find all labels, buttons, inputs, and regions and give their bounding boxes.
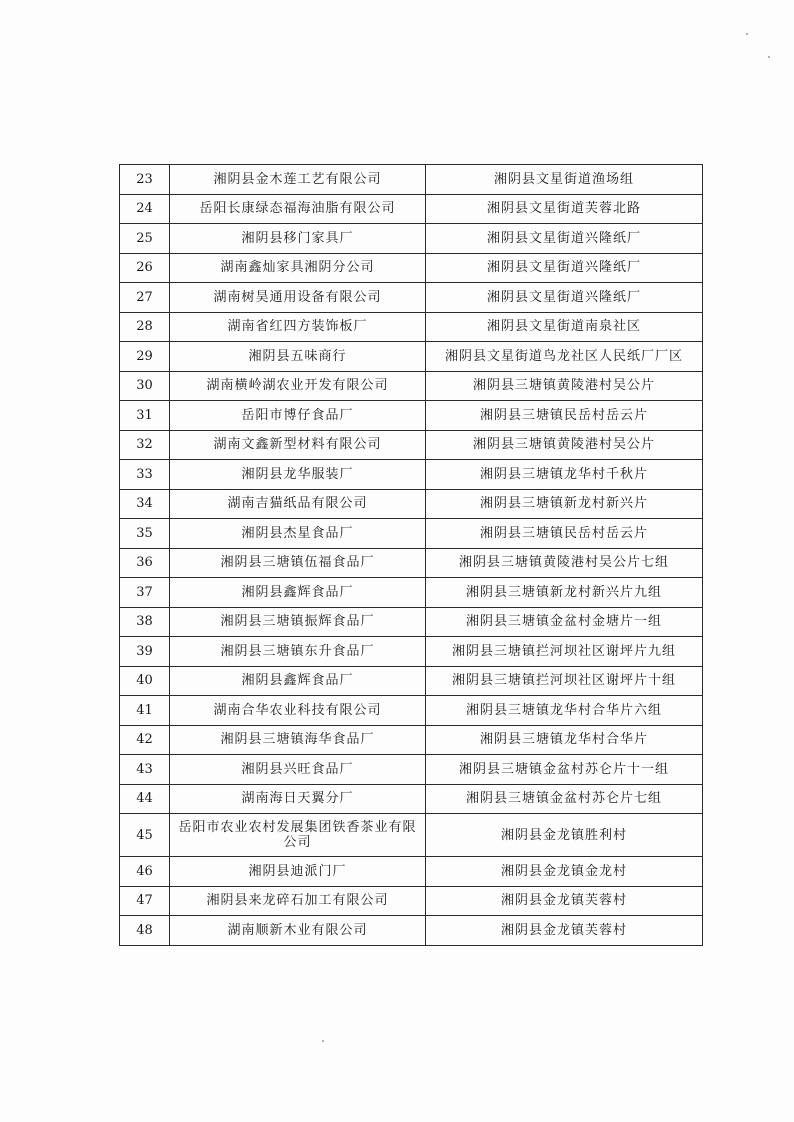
table-row: [120, 283, 703, 313]
company-name-cell: 湘阴县鑫辉食品厂: [170, 666, 426, 696]
address-cell: 湘阴县文星街道芙蓉北路: [426, 194, 703, 224]
row-number-cell: 34: [120, 489, 170, 519]
company-name-cell: 湘阴县五味商行: [170, 342, 426, 372]
address-cell: 湘阴县文星街道兴隆纸厂: [426, 283, 703, 313]
company-name-cell: 湖南顺新木业有限公司: [170, 916, 426, 946]
table-row: [120, 371, 703, 401]
row-number-cell: 43: [120, 755, 170, 785]
table-body: [120, 165, 703, 946]
row-number-cell: 27: [120, 283, 170, 313]
row-number-cell: 31: [120, 401, 170, 431]
address-cell: 湘阴县文星街道兴隆纸厂: [426, 224, 703, 254]
table-row: [120, 886, 703, 916]
table-row: [120, 253, 703, 283]
company-name-cell: 岳阳市农业农村发展集团铁香茶业有限公司: [170, 814, 426, 857]
table-row: [120, 857, 703, 887]
company-name-cell: 湘阴县移门家具厂: [170, 224, 426, 254]
company-name-cell: 湖南树昊通用设备有限公司: [170, 283, 426, 313]
address-cell: 湘阴县三塘镇金盆村金塘片一组: [426, 607, 703, 637]
row-number-cell: 44: [120, 784, 170, 814]
row-number-cell: 39: [120, 637, 170, 667]
row-number-cell: 28: [120, 312, 170, 342]
address-cell: 湘阴县文星街道兴隆纸厂: [426, 253, 703, 283]
row-number-cell: 32: [120, 430, 170, 460]
scan-speck: [322, 1040, 324, 1042]
row-number-cell: 41: [120, 696, 170, 726]
address-cell: 湘阴县三塘镇金盆村苏仑片十一组: [426, 755, 703, 785]
table-row: [120, 784, 703, 814]
row-number-cell: 30: [120, 371, 170, 401]
address-cell: 湘阴县三塘镇黄陵港村吴公片七组: [426, 548, 703, 578]
row-number-cell: 47: [120, 886, 170, 916]
company-name-cell: 湖南合华农业科技有限公司: [170, 696, 426, 726]
table-row: [120, 312, 703, 342]
scan-speck: [746, 33, 748, 35]
address-cell: 湘阴县三塘镇黄陵港村吴公片: [426, 371, 703, 401]
address-cell: 湘阴县三塘镇新龙村新兴片: [426, 489, 703, 519]
address-cell: 湘阴县三塘镇龙华村千秋片: [426, 460, 703, 490]
address-cell: 湘阴县文星街道南泉社区: [426, 312, 703, 342]
row-number-cell: 48: [120, 916, 170, 946]
address-cell: 湘阴县三塘镇民岳村岳云片: [426, 519, 703, 549]
table-row: [120, 224, 703, 254]
table-row: [120, 916, 703, 946]
company-name-cell: 湘阴县兴旺食品厂: [170, 755, 426, 785]
company-name-cell: 湖南文鑫新型材料有限公司: [170, 430, 426, 460]
table-row: [120, 666, 703, 696]
company-name-cell: 湖南省红四方装饰板厂: [170, 312, 426, 342]
row-number-cell: 33: [120, 460, 170, 490]
address-cell: 湘阴县三塘镇龙华村合华片六组: [426, 696, 703, 726]
row-number-cell: 26: [120, 253, 170, 283]
table-row: [120, 637, 703, 667]
company-name-cell: 湘阴县三塘镇振辉食品厂: [170, 607, 426, 637]
row-number-cell: 29: [120, 342, 170, 372]
table-row: [120, 430, 703, 460]
address-cell: 湘阴县文星街道鸟龙社区人民纸厂厂区: [426, 342, 703, 372]
address-cell: 湘阴县金龙镇芙蓉村: [426, 916, 703, 946]
address-cell: 湘阴县三塘镇金盆村苏仑片七组: [426, 784, 703, 814]
company-name-cell: 湘阴县迪派门厂: [170, 857, 426, 887]
table-row: [120, 342, 703, 372]
table-row: [120, 194, 703, 224]
row-number-cell: 23: [120, 165, 170, 195]
address-cell: 湘阴县三塘镇拦河坝社区谢坪片九组: [426, 637, 703, 667]
company-name-cell: 湘阴县鑫辉食品厂: [170, 578, 426, 608]
row-number-cell: 25: [120, 224, 170, 254]
row-number-cell: 42: [120, 725, 170, 755]
table-row: [120, 696, 703, 726]
address-cell: 湘阴县金龙镇芙蓉村: [426, 886, 703, 916]
table-row: [120, 725, 703, 755]
company-name-cell: 湘阴县金木莲工艺有限公司: [170, 165, 426, 195]
address-cell: 湘阴县三塘镇民岳村岳云片: [426, 401, 703, 431]
table-row: [120, 607, 703, 637]
row-number-cell: 37: [120, 578, 170, 608]
address-cell: 湘阴县三塘镇龙华村合华片: [426, 725, 703, 755]
company-name-cell: 湘阴县三塘镇伍福食品厂: [170, 548, 426, 578]
row-number-cell: 45: [120, 814, 170, 857]
address-cell: 湘阴县文星街道渔场组: [426, 165, 703, 195]
scan-speck: [768, 56, 770, 58]
company-name-cell: 湖南鑫灿家具湘阴分公司: [170, 253, 426, 283]
enterprise-table: [119, 164, 703, 946]
row-number-cell: 35: [120, 519, 170, 549]
table-row: [120, 548, 703, 578]
address-cell: 湘阴县三塘镇黄陵港村吴公片: [426, 430, 703, 460]
table-row: [120, 578, 703, 608]
company-name-cell: 湘阴县三塘镇东升食品厂: [170, 637, 426, 667]
table-row: [120, 165, 703, 195]
company-name-cell: 岳阳市博仔食品厂: [170, 401, 426, 431]
table-row: [120, 401, 703, 431]
company-name-cell: 湖南吉猫纸品有限公司: [170, 489, 426, 519]
company-name-cell: 湘阴县来龙碎石加工有限公司: [170, 886, 426, 916]
address-cell: 湘阴县三塘镇拦河坝社区谢坪片十组: [426, 666, 703, 696]
address-cell: 湘阴县金龙镇胜利村: [426, 814, 703, 857]
company-name-cell: 湖南横岭湖农业开发有限公司: [170, 371, 426, 401]
table-row: [120, 489, 703, 519]
company-name-cell: 岳阳长康绿态福海油脂有限公司: [170, 194, 426, 224]
row-number-cell: 38: [120, 607, 170, 637]
row-number-cell: 36: [120, 548, 170, 578]
address-cell: 湘阴县三塘镇新龙村新兴片九组: [426, 578, 703, 608]
row-number-cell: 40: [120, 666, 170, 696]
company-name-cell: 湖南海日天翼分厂: [170, 784, 426, 814]
row-number-cell: 46: [120, 857, 170, 887]
company-name-cell: 湘阴县龙华服装厂: [170, 460, 426, 490]
address-cell: 湘阴县金龙镇金龙村: [426, 857, 703, 887]
table-row: [120, 814, 703, 857]
company-name-cell: 湘阴县杰星食品厂: [170, 519, 426, 549]
table-row: [120, 460, 703, 490]
table-row: [120, 519, 703, 549]
company-name-cell: 湘阴县三塘镇海华食品厂: [170, 725, 426, 755]
row-number-cell: 24: [120, 194, 170, 224]
table-row: [120, 755, 703, 785]
